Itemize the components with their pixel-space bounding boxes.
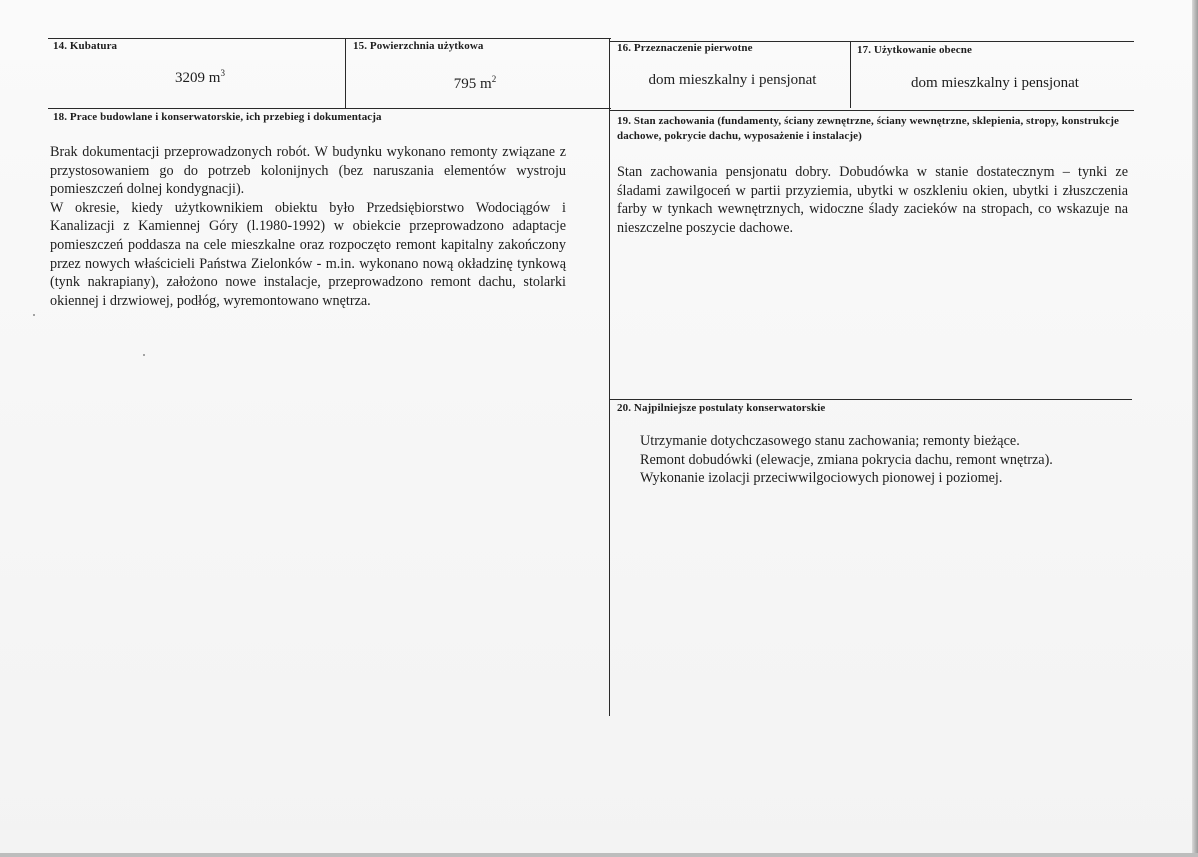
przeznaczenie-value: dom mieszkalny i pensjonat [648,72,817,88]
postulaty-line: Utrzymanie dotychczasowego stanu zachowania; remonty bieżące. [640,433,1020,449]
postulaty-label: 20. Najpilniejsze postulaty konserwatorskie [617,402,826,414]
prace-budowlane-label: 18. Prace budowlane i konserwatorskie, ich przebieg i dokumentacja [53,111,382,123]
scan-edge-bottom [0,853,1198,857]
top-border-left [48,38,611,39]
scan-speck [143,354,145,356]
postulaty-text [640,432,1120,488]
prace-budowlane-text [50,143,566,310]
kubatura-unit-exponent: 3 [220,68,225,78]
kubatura-label: 14. Kubatura [53,40,118,52]
powierzchnia-unit-exponent: 2 [491,74,497,84]
powierzchnia-number: 795 m [453,76,492,92]
przeznaczenie-label: 16. Przeznaczenie pierwotne [617,42,753,54]
powierzchnia-label: 15. Powierzchnia użytkowa [353,40,484,52]
uzytkowanie-value: dom mieszkalny i pensjonat [911,75,1079,91]
stan-zachowania-paragraph: Stan zachowania pensjonatu dobry. Dobudówka w stanie dostatecznym – tynki ze śladami zawilgoceń w partii przyziemia, ubytki w oszkleniu okien, ubytki i złuszczenia farby w tynkach wewnętrznych, widoczne ślady zacieków na stropach, co wskazuje na nieszczelne poszycie dachowe. [617,164,1128,236]
powierzchnia-value [415,74,535,93]
scan-edge-right [1192,0,1198,857]
row-divider-right [610,110,1134,111]
uzytkowanie-label: 17. Użytkowanie obecne [857,44,972,56]
stan-zachowania-text [617,163,1128,237]
kubatura-value [140,68,260,87]
row-divider-left [48,108,611,109]
postulaty-line: Remont dobudówki (elewacje, zmiana pokrycia dachu, remont wnętrza). [640,451,1053,468]
prace-budowlane-paragraph: Brak dokumentacji przeprowadzonych robót. W budynku wykonano remonty związane z przystosowaniem go do potrzeb kolonijnych (bez naruszania elementów wystroju pomieszczeń dolnej kondygnacji). [50,144,566,198]
kubatura-number: 3209 m [175,70,221,86]
scan-speck [33,314,35,316]
divider-16-17 [850,41,851,108]
center-divider [609,38,610,716]
prace-budowlane-paragraph: W okresie, kiedy użytkownikiem obiektu było Przedsiębiorstwo Wodociągów i Kanalizacji z Kamiennej Góry (l.1980-1992) w obiekcie przeprowadzono adaptacje pomieszczeń poddasza na cele mieszkalne oraz rozpoczęto remont kapitalny zakończony przez nowych właścicieli Państwa Zielonków - m.in. wykonano nową okładzinę tynkową (tynk nakrapiany), założono nowe instalacje, przeprowadzono remont dachu, stolarki okiennej i drzwiowej, podłóg, wyremontowano wnętrza. [50,199,566,309]
postulaty-line: Wykonanie izolacji przeciwwilgociowych pionowej i poziomej. [640,470,1003,487]
divider-14-15 [345,38,346,108]
divider-19-20 [610,399,1132,400]
stan-zachowania-label: 19. Stan zachowania (fundamenty, ściany zewnętrzne, ściany wewnętrzne, sklepienia, stropy, konstrukcje dachowe, pokrycie dachu, wyposażenie i instalacje) [617,115,1119,142]
